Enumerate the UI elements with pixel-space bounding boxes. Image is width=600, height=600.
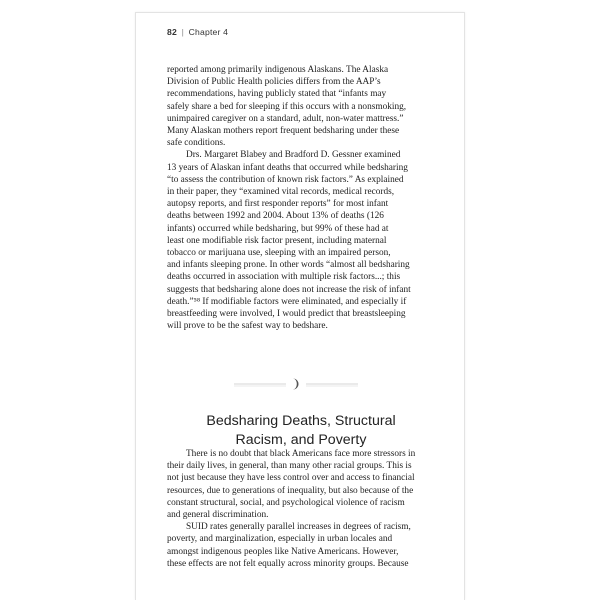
section-heading bbox=[156, 412, 446, 450]
text-line: their daily lives, in general, than many other racial groups. This is bbox=[167, 461, 412, 472]
body-text-section-1 bbox=[167, 64, 442, 332]
text-line: autopsy reports, and first responder reports” for most infant bbox=[167, 199, 389, 210]
text-line: death.”⁵⁸ If modifiable factors were eliminated, and especially if bbox=[167, 296, 407, 307]
section-divider-ornament bbox=[226, 377, 366, 391]
body-text-section-2 bbox=[167, 448, 442, 570]
text-line: poverty, and marginalization, especially in urban locales and bbox=[167, 534, 393, 545]
book-page bbox=[135, 12, 465, 600]
text-line: resources, due to generations of inequality, but also because of the bbox=[167, 485, 414, 496]
text-line: recommendations, having publicly stated that “infants may bbox=[167, 89, 387, 100]
text-line: reported among primarily indigenous Alaskans. The Alaska bbox=[167, 65, 389, 75]
text-line: suggests that bedsharing alone does not increase the risk of infant bbox=[167, 284, 411, 295]
text-line: Division of Public Health policies differs from the AAP’s bbox=[167, 77, 381, 88]
text-line: Many Alaskan mothers report frequent bedsharing under these bbox=[167, 126, 400, 137]
text-line: will prove to be the safest way to bedshare. bbox=[167, 321, 328, 332]
text-line: SUID rates generally parallel increases in degrees of racism, bbox=[186, 522, 411, 533]
text-line: tobacco or marijuana use, sleeping with an impaired person, bbox=[167, 248, 391, 259]
crescent-moon-icon bbox=[293, 379, 299, 390]
text-line: safely share a bed for sleeping if this occurs with a nonsmoking, bbox=[167, 101, 407, 112]
text-line: breastfeeding were involved, I would predict that breastsleeping bbox=[167, 309, 406, 320]
header-separator: | bbox=[181, 27, 184, 37]
text-line: in their paper, they “examined vital records, medical records, bbox=[167, 187, 395, 198]
text-line: deaths occurred in association with multiple risk factors...; this bbox=[167, 272, 401, 283]
text-line: unimpaired caregiver on a standard, adult, non-water mattress.” bbox=[167, 113, 404, 124]
text-line: safe conditions. bbox=[167, 138, 226, 149]
text-line: Drs. Margaret Blabey and Bradford D. Gessner examined bbox=[186, 150, 401, 161]
text-line: and infants sleeping prone. In other words “almost all bedsharing bbox=[167, 260, 410, 271]
chapter-label: Chapter 4 bbox=[188, 27, 229, 37]
section-heading-line-2: Racism, and Poverty bbox=[235, 432, 367, 448]
page-number: 82 bbox=[167, 27, 177, 37]
text-line: and general discrimination. bbox=[167, 510, 269, 521]
text-line: deaths between 1992 and 2004. About 13% of deaths (126 bbox=[167, 211, 384, 222]
text-line: constant structural, social, and psychological violence of racism bbox=[167, 497, 405, 508]
section-heading-line-1: Bedsharing Deaths, Structural bbox=[206, 413, 396, 429]
text-line: “to assess the contribution of known risk factors.” As explained bbox=[167, 174, 404, 185]
running-head bbox=[167, 27, 228, 37]
text-line: these effects are not felt equally across minority groups. Because bbox=[167, 558, 409, 569]
text-line: There is no doubt that black Americans face more stressors in bbox=[186, 449, 416, 459]
text-line: 13 years of Alaskan infant deaths that occurred while bedsharing bbox=[167, 162, 408, 173]
text-line: infants) occurred while bedsharing, but 99% of these had at bbox=[167, 223, 389, 234]
text-line: amongst indigenous peoples like Native Americans. However, bbox=[167, 546, 399, 557]
text-line: not just because they have less control over and access to financial bbox=[167, 473, 415, 484]
text-line: least one modifiable risk factor present, including maternal bbox=[167, 235, 387, 246]
